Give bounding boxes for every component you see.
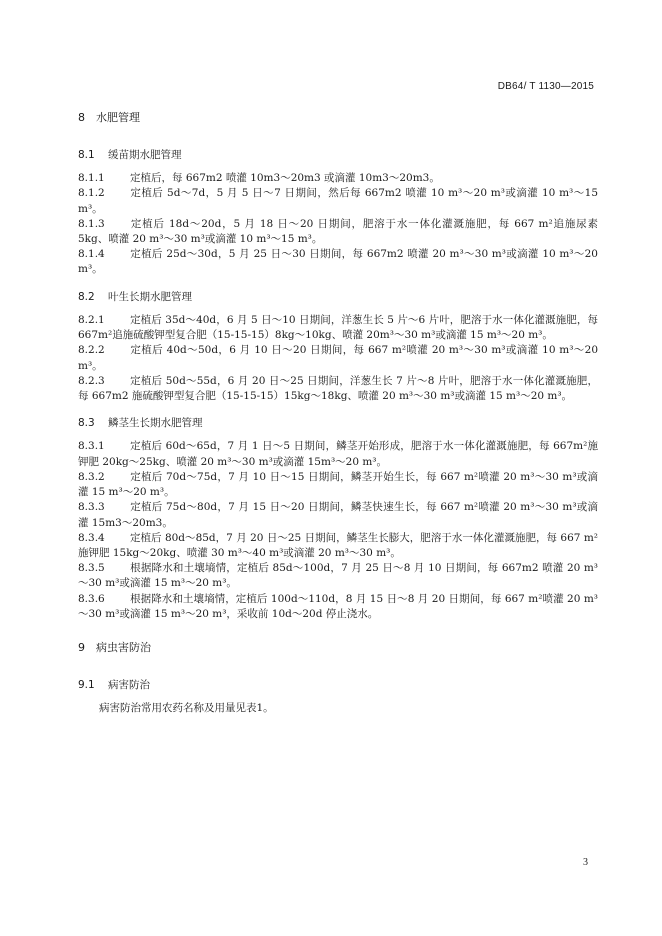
clause-8-3-1: [78, 439, 598, 469]
section-number: 8: [78, 111, 85, 124]
subsection-title: 缓苗期水肥管理: [108, 148, 182, 161]
clause-text: 定植后 40d～50d，6 月 10 日～20 日期间，每 667 m²喷灌 20 m³～30 m³或滴灌 10 m³～20 m³。: [78, 344, 598, 372]
clause-text: 定植后 35d～40d，6 月 5 日～10 日期间，洋葱生长 5 片～6 片叶，肥溶于水一体化灌溉施肥，每 667m²追施硫酸钾型复合肥（15-15-15）8kg～10kg、喷灌 20m³～30 m³或滴灌 15 m³～20 m³。: [78, 313, 598, 342]
clause-number: 8.3.2: [78, 470, 105, 483]
subsection-heading-9-1: [78, 678, 598, 693]
page-number: 3: [583, 856, 588, 868]
clause-number: 8.3.6: [78, 592, 105, 605]
clause-number: 8.3.1: [78, 440, 105, 453]
clause-text: 根据降水和土壤墒情，定植后 85d～100d，7 月 25 日～8 月 10 日期间，每 667m2 喷灌 20 m³～30 m³或滴灌 15 m³～20 m³。: [78, 562, 598, 590]
clause-8-3-6: [78, 592, 598, 622]
clause-8-1-1: [78, 171, 598, 186]
subsection-number: 8.3: [78, 417, 95, 430]
clause-text: 定植后 80d～85d，7 月 20 日～25 日期间，鳞茎生长膨大，肥溶于水一体化灌溉施肥，每 667 m²施钾肥 15kg～20kg、喷灌 30 m³～40 m³或滴灌 20 m³～30 m³。: [78, 531, 598, 559]
clause-8-3-3: [78, 500, 598, 530]
standard-code: DB64/ T 1130—2015: [497, 81, 594, 92]
clause-8-3-2: [78, 470, 598, 500]
clause-8-1-2: [78, 186, 598, 216]
clause-number: 8.3.3: [78, 501, 105, 514]
subsection-number: 8.1: [78, 148, 95, 161]
clause-text: 定植后 70d～75d，7 月 10 日～15 日期间，鳞茎开始生长，每 667 m²喷灌 20 m³～30 m³或滴灌 15 m³～20 m³。: [78, 470, 598, 499]
section-title: 病虫害防治: [96, 641, 151, 655]
clause-number: 8.2.1: [78, 313, 105, 326]
clause-number: 8.1.1: [78, 172, 105, 185]
clause-number: 8.2.2: [78, 344, 105, 357]
clause-number: 8.2.3: [78, 374, 105, 387]
clause-number: 8.3.4: [78, 531, 105, 544]
subsection-title: 病害防治: [108, 679, 150, 691]
clause-number: 8.3.5: [78, 562, 105, 575]
subsection-heading-8-2: [78, 290, 598, 305]
subsection-title: 叶生长期水肥管理: [108, 290, 192, 303]
subsection-heading-8-1: [78, 148, 598, 163]
subsection-heading-8-3: [78, 416, 598, 431]
clause-8-2-1: [78, 313, 598, 343]
subsection-number: 9.1: [78, 679, 95, 691]
clause-text: 定植后 18d～20d，5 月 18 日～20 日期间，肥溶于水一体化灌溉施肥，每 667 m²追施尿素 5kg、喷灌 20 m³～30 m³或滴灌 10 m³～15 m³。: [78, 217, 598, 246]
clause-text: 定植后 25d～30d，5 月 25 日～30 日期间，每 667m2 喷灌 20 m³～30 m³或滴灌 10 m³～20 m³。: [78, 248, 598, 276]
clause-8-2-2: [78, 343, 598, 373]
clause-text: 定植后，每 667m2 喷灌 10m3～20m3 或滴灌 10m3～20m3。: [130, 172, 440, 185]
subsection-number: 8.2: [78, 290, 95, 303]
section-title: 水肥管理: [96, 111, 140, 124]
clause-text: 定植后 75d～80d，7 月 15 日～20 日期间，鳞茎快速生长，每 667 m²喷灌 20 m³～30 m³或滴灌 15m3～20m3。: [78, 501, 598, 529]
clause-text: 定植后 50d～55d，6 月 20 日～25 日期间，洋葱生长 7 片～8 片叶，肥溶于水一体化灌溉施肥，每 667m2 施硫酸钾型复合肥（15-15-15）15kg～18kg、喷灌 20 m³～30 m³或滴灌 15 m³～20 m³。: [78, 374, 598, 402]
paragraph-9-1: 病害防治常用农药名称及用量见表1。: [99, 702, 274, 715]
subsection-title: 鳞茎生长期水肥管理: [108, 417, 203, 430]
clause-8-2-3: [78, 374, 598, 404]
clause-number: 8.1.4: [78, 248, 105, 261]
clause-8-3-5: [78, 561, 598, 591]
clause-text: 定植后 60d～65d，7 月 1 日～5 日期间，鳞茎开始形成，肥溶于水一体化灌溉施肥，每 667m²施钾肥 20kg～25kg、喷灌 20 m³～30 m³或滴灌 15m³～20 m³。: [78, 440, 598, 468]
page-content: [78, 110, 598, 716]
clause-number: 8.1.3: [78, 217, 105, 230]
section-heading-9: [78, 640, 598, 656]
clause-text: 根据降水和土壤墒情，定植后 100d～110d，8 月 15 日～8 月 20 日期间，每 667 m²喷灌 20 m³～30 m³或滴灌 15 m³～20 m³，采收前 10d～20d 停止浇水。: [78, 592, 598, 620]
section-heading-8: [78, 110, 598, 126]
clause-8-1-4: [78, 247, 598, 277]
clause-text: 定植后 5d～7d，5 月 5 日～7 日期间，然后每 667m2 喷灌 10 m³～20 m³或滴灌 10 m³～15 m³。: [78, 187, 598, 215]
clause-8-1-3: [78, 217, 598, 247]
clause-number: 8.1.2: [78, 187, 105, 200]
clause-8-3-4: [78, 531, 598, 561]
section-number: 9: [78, 641, 85, 655]
